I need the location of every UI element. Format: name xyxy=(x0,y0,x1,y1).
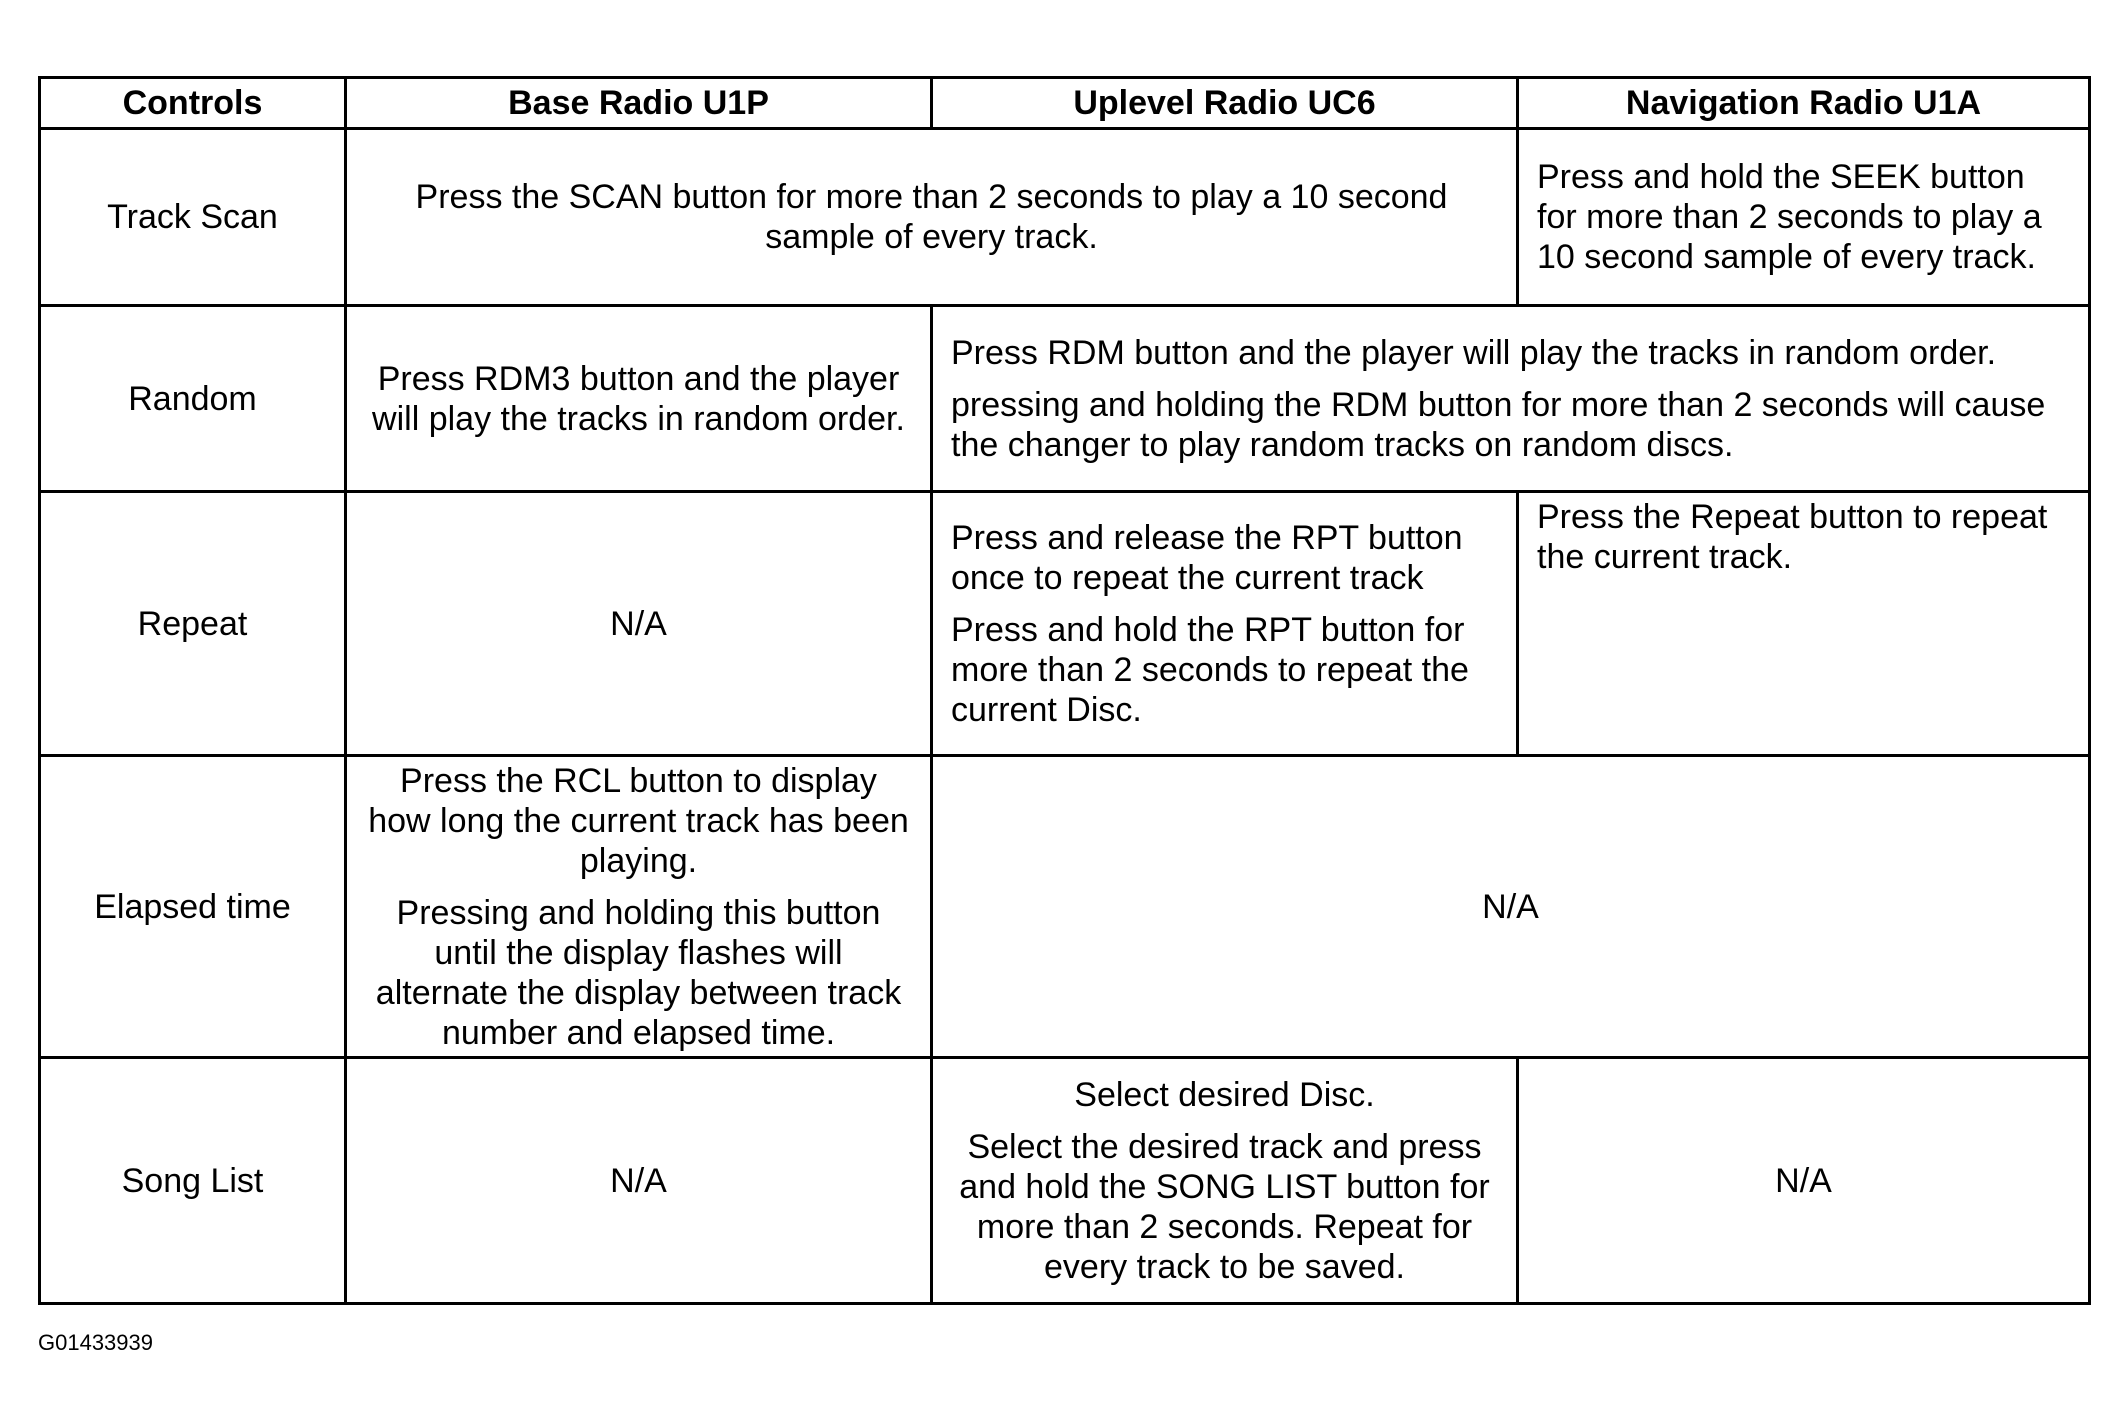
control-label-random: Random xyxy=(40,306,346,492)
header-navigation-radio: Navigation Radio U1A xyxy=(1518,78,2090,129)
control-label-track-scan: Track Scan xyxy=(40,129,346,306)
random-uplevel-navigation-text-2: pressing and holding the RDM button for more than 2 seconds will cause the changer to play random tracks on random discs. xyxy=(951,385,2046,464)
repeat-uplevel-text-2: Press and hold the RPT button for more than 2 seconds to repeat the current Disc. xyxy=(951,610,1469,729)
song-list-base: N/A xyxy=(346,1058,932,1304)
control-label-repeat: Repeat xyxy=(40,492,346,756)
header-uplevel-radio: Uplevel Radio UC6 xyxy=(932,78,1518,129)
elapsed-time-base-text-2: Pressing and holding this button until the display flashes will alternate the display between track number and elapsed time. xyxy=(375,893,902,1052)
random-base: Press RDM3 button and the player will play the tracks in random order. xyxy=(346,306,932,492)
control-label-elapsed-time: Elapsed time xyxy=(40,756,346,1058)
track-scan-base-uplevel: Press the SCAN button for more than 2 seconds to play a 10 second sample of every track. xyxy=(346,129,1518,306)
random-uplevel-navigation-text-1: Press RDM button and the player will play the tracks in random order. xyxy=(951,333,1997,372)
table-row-track-scan xyxy=(40,129,2090,306)
elapsed-time-uplevel-navigation: N/A xyxy=(932,756,2090,1058)
track-scan-navigation: Press and hold the SEEK button for more than 2 seconds to play a 10 second sample of every track. xyxy=(1518,129,2090,306)
song-list-uplevel-text-2: Select the desired track and press and hold the SONG LIST button for more than 2 seconds. Repeat for every track to be saved. xyxy=(959,1127,1490,1286)
table-row-elapsed-time xyxy=(40,756,2090,1058)
control-label-song-list: Song List xyxy=(40,1058,346,1304)
song-list-navigation: N/A xyxy=(1518,1058,2090,1304)
header-base-radio: Base Radio U1P xyxy=(346,78,932,129)
figure-id: G01433939 xyxy=(38,1330,153,1355)
song-list-uplevel-text-1: Select desired Disc. xyxy=(1074,1075,1375,1114)
table-row-song-list xyxy=(40,1058,2090,1304)
random-uplevel-navigation xyxy=(932,306,2090,492)
header-controls: Controls xyxy=(40,78,346,129)
song-list-uplevel xyxy=(932,1058,1518,1304)
repeat-uplevel xyxy=(932,492,1518,756)
repeat-navigation: Press the Repeat button to repeat the current track. xyxy=(1518,492,2090,756)
repeat-base: N/A xyxy=(346,492,932,756)
table-row-random xyxy=(40,306,2090,492)
elapsed-time-base xyxy=(346,756,932,1058)
radio-controls-table xyxy=(38,76,2091,1305)
repeat-uplevel-text-1: Press and release the RPT button once to repeat the current track xyxy=(951,518,1463,597)
elapsed-time-base-text-1: Press the RCL button to display how long the current track has been playing. xyxy=(368,761,909,880)
table-header-row xyxy=(40,78,2090,129)
table-row-repeat xyxy=(40,492,2090,756)
